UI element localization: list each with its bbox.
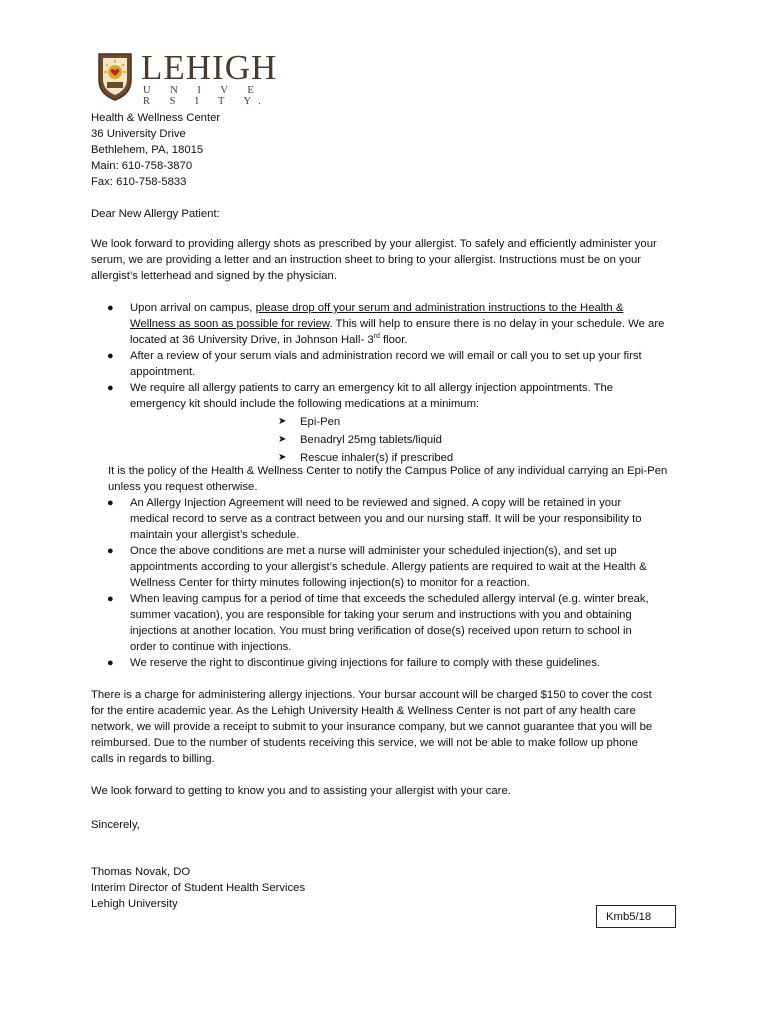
bullet-icon: ● bbox=[107, 350, 114, 362]
policy-line: It is the policy of the Health & Wellness Center to notify the Campus Police of any individual carrying an Epi-Pen bbox=[108, 465, 668, 477]
list-text: summer vacation), you are responsible for taking your serum and instructions with you and obtaining bbox=[130, 609, 632, 621]
document-code-box: Kmb5/18 bbox=[596, 905, 676, 928]
signer-name: Thomas Novak, DO bbox=[91, 866, 191, 878]
list-item bbox=[91, 300, 691, 348]
address-line: 36 University Drive bbox=[91, 128, 186, 140]
intro-paragraph bbox=[91, 236, 691, 284]
arrow-bullet-icon: ➤ bbox=[278, 434, 287, 445]
list-text: floor. bbox=[379, 334, 408, 346]
greeting: Dear New Allergy Patient: bbox=[91, 208, 220, 220]
conditions-list bbox=[91, 495, 691, 671]
list-text: injections at another location. You must bring verification of dose(s) received upon return to school in bbox=[130, 625, 632, 637]
list-text: appointments according to your allergist’s schedule. Allergy patients are required to wait at the Health & bbox=[130, 561, 647, 573]
policy-line: unless you request otherwise. bbox=[108, 481, 258, 493]
billing-line: calls in regards to billing. bbox=[91, 753, 215, 765]
list-item bbox=[91, 380, 691, 412]
bullet-icon: ● bbox=[107, 593, 114, 605]
bullet-icon: ● bbox=[107, 657, 114, 669]
emergency-kit-list bbox=[91, 414, 691, 466]
kit-item bbox=[278, 432, 691, 448]
billing-line: reimbursed. Due to the number of students receiving this service, we will not be able to make follow up phone bbox=[91, 737, 638, 749]
policy-paragraph bbox=[108, 463, 708, 495]
kit-item-label: Benadryl 25mg tablets/liquid bbox=[300, 434, 442, 446]
list-item bbox=[91, 591, 691, 655]
arrow-bullet-icon: ➤ bbox=[278, 452, 287, 463]
list-text: . This will help to ensure there is no delay in your schedule. We are bbox=[329, 318, 665, 330]
list-text: located at 36 University Drive, in Johnson Hall- 3 bbox=[130, 334, 374, 346]
underlined-instruction: Wellness as soon as possible for review bbox=[130, 318, 330, 330]
billing-line: for the entire academic year. As the Lehigh University Health & Wellness Center is not part of any health care bbox=[91, 705, 636, 717]
list-text: Upon arrival on campus, bbox=[130, 302, 256, 314]
list-text: Once the above conditions are met a nurse will administer your scheduled injection(s), and set up bbox=[130, 545, 617, 557]
signer-title: Interim Director of Student Health Services bbox=[91, 882, 306, 894]
lehigh-shield-icon bbox=[97, 52, 133, 102]
list-text: emergency kit should include the following medications at a minimum: bbox=[130, 398, 480, 410]
list-text: medical record to serve as a contract between you and our nursing staff. It will be your responsibility to bbox=[130, 513, 642, 525]
instruction-list bbox=[91, 300, 691, 466]
bullet-icon: ● bbox=[107, 302, 114, 314]
list-text: Wellness Center for thirty minutes following injection(s) to monitor for a reaction. bbox=[130, 577, 530, 589]
kit-item-label: Rescue inhaler(s) if prescribed bbox=[300, 452, 454, 464]
bullet-icon: ● bbox=[107, 545, 114, 557]
logo-subtitle: U N I V E R S I T Y. bbox=[143, 85, 270, 107]
list-text: An Allergy Injection Agreement will need to be reviewed and signed. A copy will be retained in your bbox=[130, 497, 622, 509]
signer-organization: Lehigh University bbox=[91, 898, 178, 910]
list-text: We require all allergy patients to carry an emergency kit to all allergy injection appointments. The bbox=[130, 382, 614, 394]
list-item bbox=[91, 655, 691, 671]
list-item bbox=[91, 543, 691, 591]
address-line: Main: 610-758-3870 bbox=[91, 160, 193, 172]
intro-line: allergist’s letterhead and signed by the physician. bbox=[91, 270, 337, 282]
kit-item-label: Epi-Pen bbox=[300, 416, 341, 428]
logo-wordmark: LEHIGH bbox=[141, 48, 278, 87]
bullet-icon: ● bbox=[107, 382, 114, 394]
list-text: After a review of your serum vials and administration record we will email or call you to set up your first bbox=[130, 350, 642, 362]
list-text: order to continue with injections. bbox=[130, 641, 292, 653]
billing-line: network, we will provide a receipt to submit to your insurance company, but we cannot guarantee that you will be bbox=[91, 721, 653, 733]
bullet-icon: ● bbox=[107, 497, 114, 509]
closing-line: We look forward to getting to know you and to assisting your allergist with your care. bbox=[91, 785, 511, 797]
address-line: Fax: 610-758-5833 bbox=[91, 176, 187, 188]
list-text: maintain your allergist’s schedule. bbox=[130, 529, 300, 541]
arrow-bullet-icon: ➤ bbox=[278, 416, 287, 427]
address-line: Bethlehem, PA, 18015 bbox=[91, 144, 204, 156]
list-item bbox=[91, 495, 691, 543]
billing-line: There is a charge for administering allergy injections. Your bursar account will be charged $150 to cover the cost bbox=[91, 689, 652, 701]
billing-paragraph bbox=[91, 687, 691, 767]
list-text: appointment. bbox=[130, 366, 196, 378]
intro-line: We look forward to providing allergy shots as prescribed by your allergist. To safely and efficiently administer your bbox=[91, 238, 657, 250]
lehigh-logo bbox=[97, 48, 287, 108]
sincerely: Sincerely, bbox=[91, 819, 140, 831]
address-block bbox=[91, 110, 691, 190]
kit-item bbox=[278, 414, 691, 430]
list-text: We reserve the right to discontinue giving injections for failure to comply with these guidelines. bbox=[130, 657, 601, 669]
intro-line: serum, we are providing a letter and an instruction sheet to bring to your allergist. Instructions must be on your bbox=[91, 254, 642, 266]
address-line: Health & Wellness Center bbox=[91, 112, 221, 124]
underlined-instruction: please drop off your serum and administration instructions to the Health & bbox=[255, 302, 624, 314]
list-item bbox=[91, 348, 691, 380]
superscript: rd bbox=[373, 333, 380, 341]
list-text: When leaving campus for a period of time that exceeds the scheduled allergy interval (e.g. winter break, bbox=[130, 593, 649, 605]
